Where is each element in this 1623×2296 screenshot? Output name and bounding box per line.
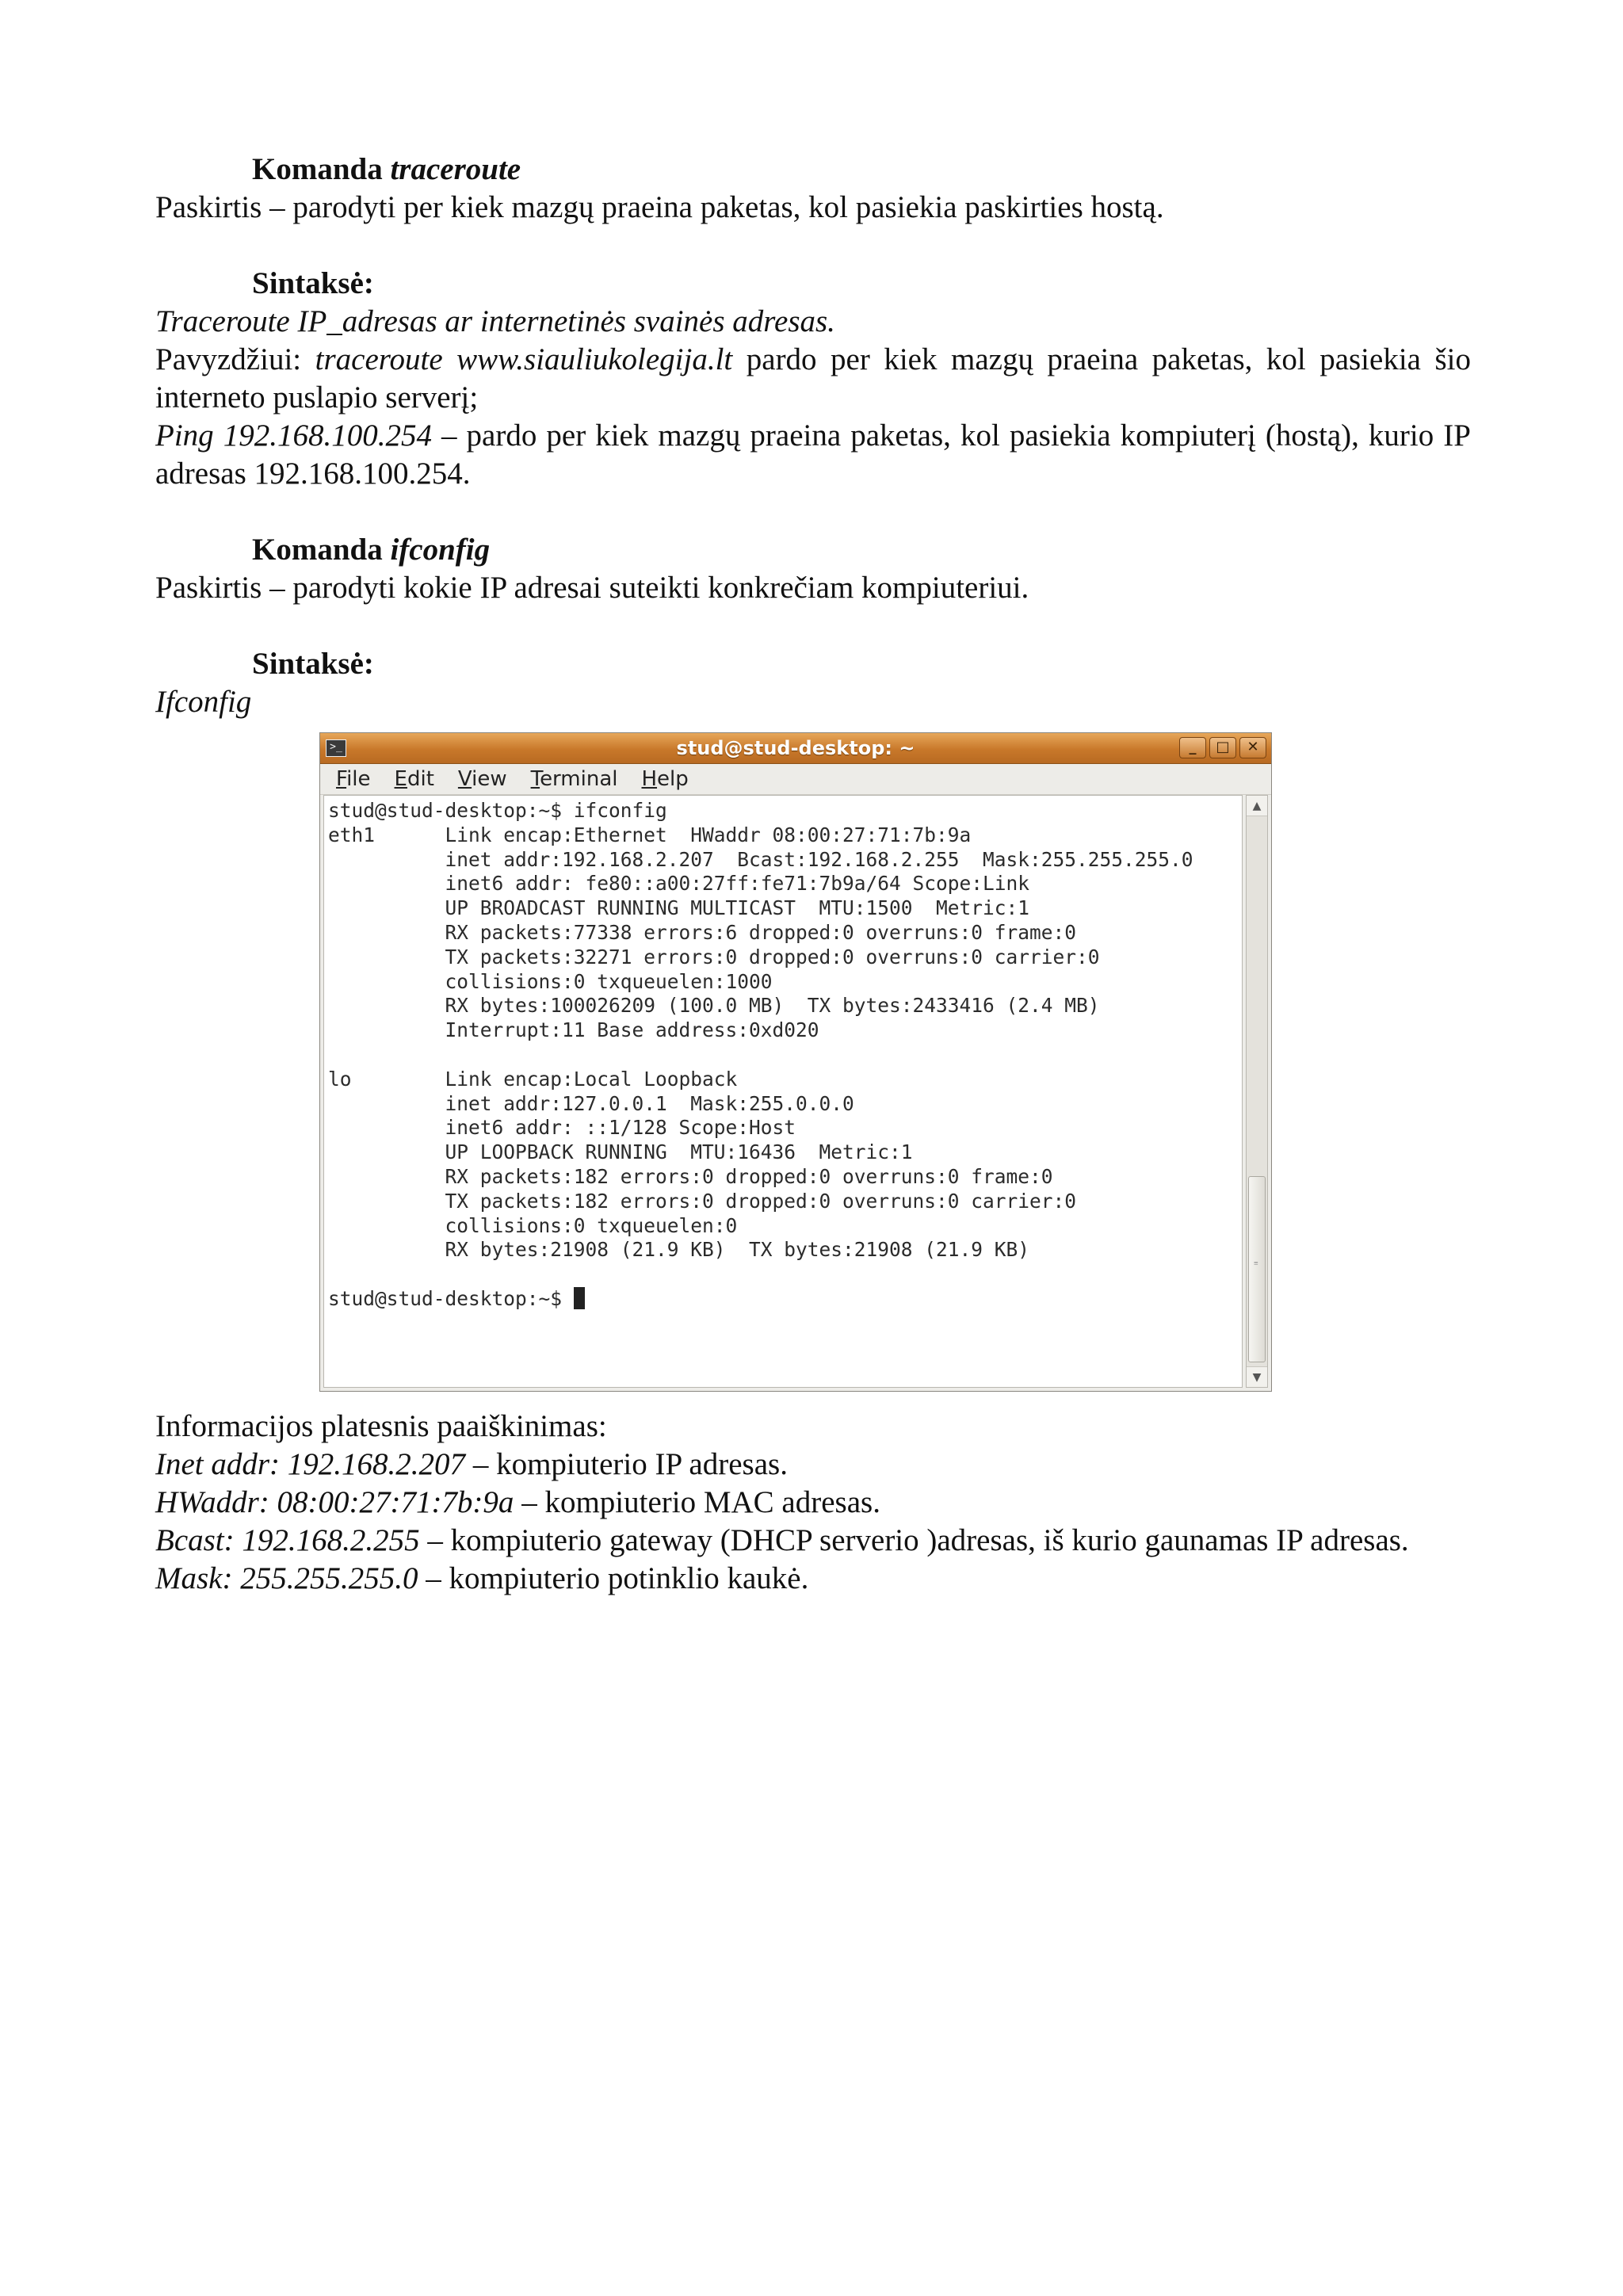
window-titlebar[interactable] (320, 733, 1271, 764)
explanation-item: Mask: 255.255.255.0 – kompiuterio potinklio kaukė. (155, 1561, 809, 1595)
explanation-item: Bcast: 192.168.2.255 – kompiuterio gateway (DHCP serverio )adresas, iš kurio gaunamas IP adresas. (155, 1523, 1409, 1557)
vertical-scrollbar[interactable] (1246, 795, 1268, 1388)
window-title: stud@stud-desktop: ~ (676, 737, 915, 759)
terminal-screen[interactable] (323, 795, 1243, 1388)
scroll-down-arrow-icon[interactable]: ▼ (1247, 1366, 1267, 1387)
terminal-output: stud@stud-desktop:~$ ifconfig eth1 Link encap:Ethernet HWaddr 08:00:27:71:7b:9a inet addr:192.168.2.207 Bcast:192.168.2.255 Mask:255.255.255.0 inet6 addr: fe80::a00:27ff:fe71:7b9a/64 Scope:Link UP BROADCAST RUNNING MULTICAST MTU:1500 Metric:1 RX packets:77338 errors:6 dropped:0 overruns:0 frame:0 TX packets:32271 errors:0 dropped:0 overruns:0 carrier:0 collisions:0 txqueuelen:1000 RX bytes:100026209 (100.0 MB) TX bytes:2433416 (2.4 MB) Interrupt:11 Base address:0xd020 lo Link encap:Local Loopback inet addr:127.0.0.1 Mask:255.0.0.0 inet6 addr: ::1/128 Scope:Host UP LOOPBACK RUNNING MTU:16436 Metric:1 RX packets:182 errors:0 dropped:0 overruns:0 frame:0 TX packets:182 errors:0 dropped:0 overruns:0 carrier:0 collisions:0 txqueuelen:0 RX bytes:21908 (21.9 KB) TX bytes:21908 (21.9 KB) stud@stud-desktop:~$ (328, 799, 1193, 1310)
ifconfig-purpose: Paskirtis – parodyti kokie IP adresai suteikti konkrečiam kompiuteriui. (155, 571, 1029, 605)
close-button[interactable]: ✕ (1239, 737, 1266, 758)
terminal-icon: >_ (326, 739, 346, 757)
menu-bar (320, 764, 1271, 795)
ifconfig-syntax: Ifconfig (155, 685, 252, 719)
grip-icon: ≡ (1254, 1259, 1258, 1268)
traceroute-syntax: Traceroute IP_adresas ar internetinės svainės adresas. (155, 304, 835, 338)
section-heading-ifconfig: Komanda ifconfig (252, 533, 491, 567)
menu-help[interactable]: Help (641, 767, 689, 791)
section-heading-traceroute: Komanda traceroute (252, 152, 521, 186)
terminal-prompt: stud@stud-desktop:~$ (328, 1286, 574, 1310)
traceroute-syntax-heading: Sintaksė: (252, 266, 374, 300)
menu-edit[interactable]: Edit (394, 767, 434, 791)
ifconfig-syntax-heading: Sintaksė: (252, 647, 374, 681)
explanation-item: Inet addr: 192.168.2.207 – kompiuterio IP adresas. (155, 1447, 788, 1481)
text-cursor (574, 1287, 585, 1309)
traceroute-purpose: Paskirtis – parodyti per kiek mazgų praeina paketas, kol pasiekia paskirties hostą. (155, 190, 1164, 224)
maximize-button[interactable]: □ (1209, 737, 1236, 758)
menu-file[interactable]: File (336, 767, 371, 791)
explanation-section (155, 1408, 1471, 1598)
menu-terminal[interactable]: Terminal (530, 767, 618, 791)
menu-view[interactable]: View (457, 767, 507, 791)
traceroute-example: Pavyzdžiui: traceroute www.siauliukolegija.lt pardo per kiek mazgų praeina paketas, kol pasiekia šio interneto puslapio serverį; (155, 342, 1471, 415)
minimize-button[interactable]: _ (1179, 737, 1206, 758)
explanation-heading: Informacijos platesnis paaiškinimas: (155, 1409, 607, 1443)
ping-example: Ping 192.168.100.254 – pardo per kiek mazgų praeina paketas, kol pasiekia kompiuterį (hostą), kurio IP adresas 192.168.100.254. (155, 418, 1471, 491)
scroll-up-arrow-icon[interactable]: ▲ (1247, 796, 1267, 816)
explanation-item: HWaddr: 08:00:27:71:7b:9a – kompiuterio MAC adresas. (155, 1485, 880, 1519)
scrollbar-thumb[interactable] (1248, 1176, 1266, 1362)
terminal-window (319, 732, 1272, 1392)
